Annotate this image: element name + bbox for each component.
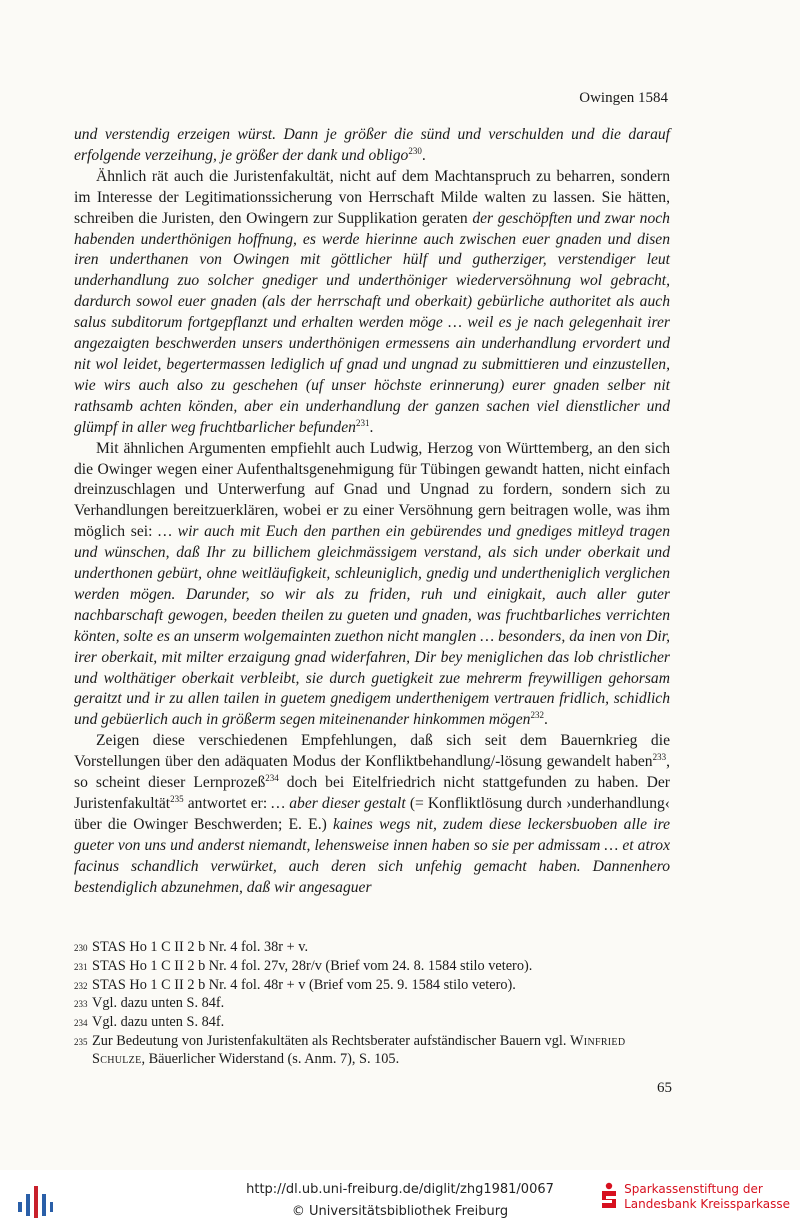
footnote-text-part: Vgl. dazu unten S. 84f. (92, 995, 225, 1012)
quoted-text: … aber dieser gestalt (271, 795, 406, 812)
footnote-number: 233 (74, 999, 88, 1010)
quoted-text: und verstendig erzeigen würst. Dann je größer die sünd und verschulden und die darauf erfolgende verzeihung, je größer der dank und obligo (74, 126, 670, 164)
footnote (74, 1014, 674, 1033)
body-span: Zeigen diese verschiedenen Empfehlungen, daß sich seit dem Bauernkrieg die Vorstellungen über den adäquaten Modus der Konfliktbehandlung/-lösung gewandelt haben (74, 732, 670, 771)
body-span: , so scheint dieser Lernprozeß (74, 753, 670, 792)
body-paragraph (74, 439, 670, 732)
quoted-text: kaines wegs nit, zudem diese leckersbuoben alle ire gueter von uns und anderst niemandt, lehensweise innen haben so sie per admissam … et atrox facinus schandlich verwürket, auch deren sich unfehig gemacht haben. Dannenhero bestendiglich abzunehmen, daß wir angesaguer (74, 815, 670, 896)
sparkasse-s-icon (600, 1182, 618, 1210)
footnote-ref[interactable]: 231 (355, 417, 370, 428)
footnote-ref[interactable]: 235 (170, 794, 184, 804)
footnote (74, 995, 674, 1014)
footnote-text (92, 995, 674, 1014)
body-span: Ähnlich rät auch die Juristenfakultät, nicht auf dem Machtanspruch zu beharren, sondern im Interesse der Legitimationssicherung von Herrschaft Milde walten zu lassen. Sie hätten, schreiben die Juristen, den Owingern zur Supplikation geraten (74, 167, 670, 227)
body-span: doch bei Eitelfriedrich nicht stattgefunden zu haben. Der Juristenfakultät (74, 774, 670, 812)
footnote-text-part: STAS Ho 1 C II 2 b Nr. 4 fol. 27v, 28r/v (Brief vom 24. 8. 1584 stilo vetero). (92, 957, 533, 974)
body-span: . (369, 418, 374, 436)
footnote-number: 234 (74, 1018, 88, 1029)
sponsor-line-1: Sparkassenstiftung der (624, 1182, 763, 1196)
footnote-number: 231 (74, 961, 88, 972)
footnote-text-part: Vgl. dazu unten S. 84f. (92, 1014, 225, 1031)
quoted-text: … wir auch mit Euch den parthen ein gebürendes und gnediges mitleyd tragen und wünschen, daß Ihr zu billichem gleichmässigem verstand, als sich under oberkait und underthonen gebürt, ohne weitläufigkeit, schleuniglich, gnedig und undertheniglich verglichen werden mögen. Darunder, so wir als zu friden, ruh und einigkait, auch aller guter nachbarschaft gewogen, beeden theilen zu gueten und gnaden, was fruchtbarliches verrichten könten, solte es an unserm wolgemainten zuethon nicht manglen … besonders, da inen von Dir, irer oberkait, mit milter erzaigung gnad widerfahren, Dir bey meniglichen das lob christlicher und wolthätiger oberkait verbleibt, sie durch guetigkeit zue mehrerm freywilligen gehorsam geraitzt und ir zu allen tailen in guetem gnedigem underthenigem vertrauen fridlich, schidlich und gebüerlich auch in größerm segen miteinenander hinkommen mögen (74, 523, 671, 729)
footnote-text-part: STAS Ho 1 C II 2 b Nr. 4 fol. 38r + v. (92, 939, 309, 955)
body-text (74, 125, 670, 899)
footnote-author: Winfried Schulze (92, 1032, 626, 1067)
quoted-text: der geschöpften und zwar noch habenden underthönigen hoffnung, es werde hierinne auch zwischen euer gnaden und disen iren underthanen von Owingen mit göttlicher hülf und gutherziger, verstendiger leut underhandlung zuo solcher gnediger und underthöniger wiederversöhnung wol gebracht, dardurch sowol euer gnaden (als der herrschaft und oberkait) gebürliche authoritet als auch salus subditorum fortgepflanzt und erhalten werden möge … weil es je nach gelegenhait irer angezaigten beschwerden unsers underthönigen ermessens ain underhandlung ervordert und nit wol leidet, begertermassen lediglich uf gnad und ungnad zu submittieren und einzustellen, wie wirs auch also zu geschehen (uf unser höchste erinnerung) eurer gnaden selber nit rathsamb achten könden, aber ein underhandlung der ganzen sachen viel dienstlicher und glümpf in aller weg fruchtbarlicher befunden (74, 209, 670, 436)
viewer-footer (0, 1170, 800, 1226)
permalink-url[interactable]: http://dl.ub.uni-freiburg.de/diglit/zhg1981/0067 (246, 1182, 554, 1197)
copyright-notice: © Universitätsbibliothek Freiburg (291, 1204, 509, 1219)
body-span: . (421, 146, 426, 164)
running-head: Owingen 1584 (579, 90, 668, 106)
footnote-ref[interactable]: 230 (408, 145, 422, 156)
footnote-text (92, 939, 674, 958)
footnote-text (92, 958, 674, 977)
footnote (74, 1033, 674, 1069)
footnote-text (92, 1014, 674, 1033)
body-paragraph (74, 167, 670, 439)
body-span: (= Konfliktlösung durch ›underhandlung‹ über die Owinger Beschwerden; E. E.) (74, 795, 670, 833)
footnote-text (92, 977, 674, 996)
footnote-text-part: , Bäuerlicher Widerstand (s. Anm. 7), S. 105. (141, 1050, 400, 1067)
footnote-number: 235 (74, 1036, 88, 1047)
footnote-number: 232 (74, 980, 88, 991)
footnote-ref[interactable]: 234 (265, 773, 279, 784)
body-span: antwortet er: (183, 795, 272, 812)
footnote (74, 977, 674, 996)
footnote-number: 230 (74, 943, 88, 953)
footnote-text-part: Zur Bedeutung von Juristenfakultäten als Rechtsberater aufständischer Bauern vgl. (92, 1032, 571, 1049)
footnote-text-part: STAS Ho 1 C II 2 b Nr. 4 fol. 48r + v (Brief vom 25. 9. 1584 stilo vetero). (92, 976, 516, 993)
sponsor-text (624, 1182, 790, 1212)
page-number: 65 (657, 1080, 672, 1096)
footnote-ref[interactable]: 232 (530, 710, 544, 721)
body-span: Mit ähnlichen Argumenten empfiehlt auch Ludwig, Herzog von Württemberg, an den sich die Owinger wegen einer Aufenthaltsgenehmigung für Tübingen gewandt hatten, nicht einfach dreinzuschlagen und Unterwerfung auf Gnad und Ungnad zu fordern, sondern sich zu Verhandlungen bereitzuerklären, wobei er zu einer Versöhnung gern beitragen wolle, was ihm möglich sei: (74, 439, 670, 541)
footnote (74, 958, 674, 977)
body-paragraph (74, 731, 670, 898)
footnotes (74, 939, 674, 1069)
footnote (74, 939, 674, 958)
sponsor-block[interactable] (600, 1182, 790, 1212)
body-span: . (543, 711, 548, 729)
footnote-ref[interactable]: 233 (652, 752, 667, 763)
sponsor-line-2: Landesbank Kreissparkasse (624, 1197, 790, 1211)
footnote-text (92, 1033, 674, 1069)
body-paragraph (74, 125, 670, 167)
